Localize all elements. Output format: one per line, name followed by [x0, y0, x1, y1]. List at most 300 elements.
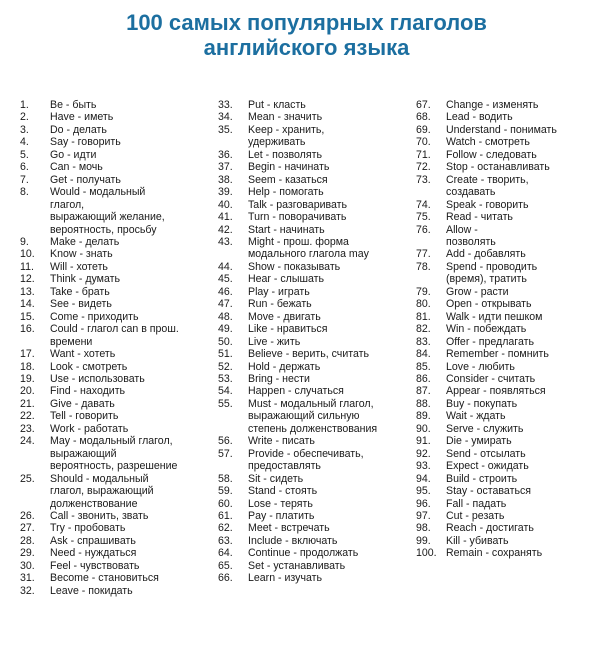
item-number: 64.	[218, 547, 233, 560]
list-item	[218, 236, 418, 261]
item-text: Live - жить	[248, 335, 301, 348]
list-item	[20, 99, 220, 111]
list-item	[416, 211, 611, 223]
list-item	[20, 161, 220, 173]
item-text: Help - помогать	[248, 186, 324, 199]
list-item	[218, 199, 418, 211]
item-number: 66.	[218, 572, 233, 585]
title-line-1: 100 самых популярных глаголов	[126, 10, 487, 35]
list-item	[416, 535, 611, 547]
item-number: 59.	[218, 485, 233, 498]
list-item	[416, 448, 611, 460]
list-item	[416, 136, 611, 148]
item-text: Change - изменять	[446, 99, 539, 111]
item-number: 25.	[20, 472, 35, 485]
item-number: 4.	[20, 136, 29, 149]
page-title	[0, 10, 613, 60]
item-number: 39.	[218, 186, 233, 199]
item-text: Follow - следовать	[446, 148, 537, 161]
item-number: 84.	[416, 348, 431, 361]
list-item	[218, 448, 418, 473]
item-text: May - модальный глагол, выражающий вероятность, разрешение	[50, 435, 178, 473]
list-item	[218, 261, 418, 273]
item-number: 88.	[416, 397, 431, 410]
list-item	[416, 336, 611, 348]
list-item	[218, 572, 418, 584]
item-number: 73.	[416, 173, 431, 186]
item-number: 29.	[20, 547, 35, 560]
item-number: 8.	[20, 186, 29, 199]
list-item	[218, 373, 418, 385]
list-item	[218, 398, 418, 435]
list-item	[20, 174, 220, 186]
list-item	[20, 124, 220, 136]
item-text: Provide - обеспечивать, предоставлять	[248, 447, 364, 473]
item-text: Let - позволять	[248, 148, 322, 161]
item-text: Call - звонить, звать	[50, 509, 149, 522]
list-item	[218, 99, 418, 111]
item-text: Watch - смотреть	[446, 136, 530, 149]
item-text: Leave - покидать	[50, 584, 133, 597]
item-number: 47.	[218, 298, 233, 311]
list-item	[20, 572, 220, 584]
list-item	[218, 498, 418, 510]
item-number: 86.	[416, 372, 431, 385]
list-item	[20, 535, 220, 547]
item-text: Should - модальный глагол, выражающий долженствование	[50, 472, 154, 510]
item-text: Meet - встречать	[248, 522, 330, 535]
item-number: 50.	[218, 335, 233, 348]
item-text: Take - брать	[50, 285, 110, 298]
item-text: Consider - считать	[446, 372, 536, 385]
item-number: 34.	[218, 111, 233, 124]
item-text: Stay - оставаться	[446, 485, 531, 498]
item-number: 98.	[416, 522, 431, 535]
title-line-2: английского языка	[203, 35, 410, 60]
item-text: Continue - продолжать	[248, 547, 359, 560]
list-item	[20, 136, 220, 148]
item-number: 32.	[20, 584, 35, 597]
item-number: 11.	[20, 260, 34, 273]
item-number: 77.	[416, 248, 431, 261]
item-text: Will - хотеть	[50, 260, 108, 273]
list-item	[218, 211, 418, 223]
list-item	[416, 460, 611, 472]
item-text: Add - добавлять	[446, 248, 526, 261]
item-text: Happen - случаться	[248, 385, 344, 398]
list-item	[416, 161, 611, 173]
item-number: 80.	[416, 298, 431, 311]
item-number: 91.	[416, 435, 431, 448]
list-item	[416, 373, 611, 385]
item-text: Cut - резать	[446, 509, 505, 522]
item-text: Fall - падать	[446, 497, 507, 510]
list-item	[416, 248, 611, 260]
list-item	[416, 398, 611, 410]
item-text: Start - начинать	[248, 223, 325, 236]
list-item	[416, 522, 611, 534]
item-number: 46.	[218, 285, 233, 298]
item-number: 9.	[20, 235, 29, 248]
item-text: Would - модальный глагол, выражающий желание, вероятность, просьбу	[50, 186, 165, 236]
item-text: Feel - чувствовать	[50, 559, 140, 572]
item-number: 14.	[20, 298, 35, 311]
item-number: 33.	[218, 99, 233, 111]
item-text: Become - становиться	[50, 572, 159, 585]
item-number: 27.	[20, 522, 35, 535]
item-text: Allow - позволять	[446, 223, 496, 248]
item-text: Find - находить	[50, 385, 126, 398]
list-item	[416, 111, 611, 123]
item-text: Lose - терять	[248, 497, 313, 510]
list-item	[20, 385, 220, 397]
list-item	[416, 261, 611, 286]
item-text: Work - работать	[50, 422, 129, 435]
item-number: 78.	[416, 260, 431, 273]
item-number: 31.	[20, 572, 35, 585]
item-text: Have - иметь	[50, 111, 114, 124]
item-text: Build - строить	[446, 472, 518, 485]
item-number: 90.	[416, 422, 431, 435]
list-item	[218, 311, 418, 323]
item-text: Pay - платить	[248, 509, 315, 522]
list-item	[218, 560, 418, 572]
list-item	[20, 286, 220, 298]
item-text: Want - хотеть	[50, 348, 116, 361]
item-number: 81.	[416, 310, 431, 323]
item-text: Could - глагол can в прош. времени	[50, 323, 179, 348]
list-item	[20, 435, 220, 472]
item-text: Like - нравиться	[248, 323, 328, 336]
list-item	[20, 410, 220, 422]
list-item	[218, 473, 418, 485]
item-text: Stop - останавливать	[446, 161, 550, 174]
item-text: Begin - начинать	[248, 161, 330, 174]
item-number: 6.	[20, 161, 29, 174]
item-number: 12.	[20, 273, 35, 286]
item-number: 67.	[416, 99, 431, 111]
item-number: 18.	[20, 360, 35, 373]
list-item	[218, 510, 418, 522]
list-item	[218, 111, 418, 123]
list-item	[218, 348, 418, 360]
item-text: Speak - говорить	[446, 198, 529, 211]
item-number: 63.	[218, 534, 233, 547]
list-item	[20, 510, 220, 522]
item-number: 28.	[20, 534, 35, 547]
item-number: 61.	[218, 509, 233, 522]
list-item	[218, 298, 418, 310]
list-item	[20, 149, 220, 161]
item-text: Lead - водить	[446, 111, 513, 124]
list-item	[416, 547, 611, 559]
list-item	[20, 361, 220, 373]
item-text: Walk - идти пешком	[446, 310, 543, 323]
list-item	[218, 485, 418, 497]
item-number: 70.	[416, 136, 431, 149]
item-number: 51.	[218, 348, 233, 361]
item-number: 2.	[20, 111, 29, 124]
item-number: 42.	[218, 223, 233, 236]
item-text: Make - делать	[50, 235, 120, 248]
item-number: 3.	[20, 123, 29, 136]
list-item	[20, 585, 220, 597]
item-text: Buy - покупать	[446, 397, 518, 410]
item-text: Believe - верить, считать	[248, 348, 370, 361]
item-text: Sit - сидеть	[248, 472, 304, 485]
item-number: 13.	[20, 285, 35, 298]
item-text: Ask - спрашивать	[50, 534, 136, 547]
item-number: 68.	[416, 111, 431, 124]
list-item	[218, 186, 418, 198]
item-number: 1.	[20, 99, 29, 111]
item-number: 20.	[20, 385, 35, 398]
item-number: 74.	[416, 198, 431, 211]
item-number: 52.	[218, 360, 233, 373]
item-number: 82.	[416, 323, 431, 336]
item-number: 99.	[416, 534, 431, 547]
item-text: Love - любить	[446, 360, 515, 373]
list-item	[218, 323, 418, 335]
item-number: 79.	[416, 285, 431, 298]
list-item	[20, 311, 220, 323]
list-item	[20, 273, 220, 285]
list-item	[20, 398, 220, 410]
item-number: 57.	[218, 447, 233, 460]
item-text: Play - играть	[248, 285, 310, 298]
list-item	[416, 199, 611, 211]
list-item	[20, 298, 220, 310]
list-item	[416, 149, 611, 161]
item-text: Serve - служить	[446, 422, 524, 435]
list-item	[416, 298, 611, 310]
item-text: Remember - помнить	[446, 348, 549, 361]
list-item	[218, 435, 418, 447]
item-number: 60.	[218, 497, 233, 510]
item-text: See - видеть	[50, 298, 112, 311]
item-number: 55.	[218, 397, 233, 410]
item-text: Run - бежать	[248, 298, 312, 311]
list-item	[20, 236, 220, 248]
item-number: 54.	[218, 385, 233, 398]
item-number: 71.	[416, 148, 431, 161]
item-number: 76.	[416, 223, 431, 236]
list-item	[218, 161, 418, 173]
item-number: 87.	[416, 385, 431, 398]
item-text: Hear - слышать	[248, 273, 324, 286]
list-item	[416, 323, 611, 335]
item-number: 38.	[218, 173, 233, 186]
item-text: Can - мочь	[50, 161, 103, 174]
list-item	[416, 311, 611, 323]
list-item	[218, 361, 418, 373]
list-item	[416, 423, 611, 435]
list-item	[20, 547, 220, 559]
item-text: Try - пробовать	[50, 522, 126, 535]
item-text: Expect - ожидать	[446, 460, 529, 473]
list-item	[416, 385, 611, 397]
item-text: Remain - сохранять	[446, 547, 543, 560]
item-number: 56.	[218, 435, 233, 448]
item-text: Say - говорить	[50, 136, 121, 149]
item-number: 95.	[416, 485, 431, 498]
item-number: 94.	[416, 472, 431, 485]
item-text: Look - смотреть	[50, 360, 128, 373]
item-text: Come - приходить	[50, 310, 139, 323]
item-text: Stand - стоять	[248, 485, 318, 498]
item-text: Send - отсылать	[446, 447, 526, 460]
item-number: 45.	[218, 273, 233, 286]
item-text: Show - показывать	[248, 260, 341, 273]
item-number: 10.	[20, 248, 35, 261]
item-number: 24.	[20, 435, 35, 448]
list-item	[218, 149, 418, 161]
list-item	[416, 410, 611, 422]
list-item	[416, 361, 611, 373]
list-item	[20, 522, 220, 534]
item-number: 89.	[416, 410, 431, 423]
item-number: 17.	[20, 348, 35, 361]
item-number: 5.	[20, 148, 29, 161]
item-number: 85.	[416, 360, 431, 373]
item-number: 15.	[20, 310, 35, 323]
item-number: 62.	[218, 522, 233, 535]
item-text: Set - устанавливать	[248, 559, 346, 572]
list-item	[20, 248, 220, 260]
list-item	[20, 473, 220, 510]
item-number: 49.	[218, 323, 233, 336]
item-number: 7.	[20, 173, 29, 186]
item-text: Win - побеждать	[446, 323, 527, 336]
item-text: Read - читать	[446, 211, 513, 224]
list-item	[218, 385, 418, 397]
item-text: Die - умирать	[446, 435, 512, 448]
list-item	[218, 286, 418, 298]
item-text: Go - идти	[50, 148, 97, 161]
list-item	[416, 286, 611, 298]
item-text: Keep - хранить, удерживать	[248, 123, 325, 149]
list-item	[416, 498, 611, 510]
item-text: Talk - разговаривать	[248, 198, 348, 211]
item-number: 48.	[218, 310, 233, 323]
list-item	[416, 99, 611, 111]
item-text: Give - давать	[50, 397, 115, 410]
item-text: Create - творить, создавать	[446, 173, 529, 199]
item-text: Put - класть	[248, 99, 306, 111]
item-text: Think - думать	[50, 273, 120, 286]
list-item	[20, 261, 220, 273]
list-item	[20, 373, 220, 385]
item-text: Tell - говорить	[50, 410, 119, 423]
item-text: Mean - значить	[248, 111, 323, 124]
list-item	[218, 336, 418, 348]
list-item	[20, 111, 220, 123]
item-text: Be - быть	[50, 99, 97, 111]
list-item	[20, 186, 220, 236]
verb-column-2	[218, 99, 418, 585]
item-number: 96.	[416, 497, 431, 510]
item-text: Use - использовать	[50, 372, 145, 385]
list-item	[416, 124, 611, 136]
list-item	[416, 473, 611, 485]
item-text: Learn - изучать	[248, 572, 323, 585]
list-item	[416, 174, 611, 199]
item-text: Reach - достигать	[446, 522, 534, 535]
item-number: 69.	[416, 123, 431, 136]
item-text: Appear - появляться	[446, 385, 546, 398]
item-text: Need - нуждаться	[50, 547, 137, 560]
verb-column-3	[416, 99, 611, 560]
list-item	[416, 224, 611, 249]
item-number: 97.	[416, 509, 431, 522]
item-number: 22.	[20, 410, 35, 423]
list-item	[20, 323, 220, 348]
list-item	[218, 273, 418, 285]
item-text: Move - двигать	[248, 310, 321, 323]
item-number: 53.	[218, 372, 233, 385]
list-item	[218, 124, 418, 149]
item-text: Must - модальный глагол, выражающий сильную степень долженствования	[248, 397, 378, 435]
item-number: 83.	[416, 335, 431, 348]
list-item	[218, 522, 418, 534]
item-text: Get - получать	[50, 173, 121, 186]
item-number: 30.	[20, 559, 35, 572]
list-item	[218, 224, 418, 236]
item-text: Spend - проводить (время), тратить	[446, 260, 538, 286]
verb-column-1	[20, 99, 220, 597]
item-number: 43.	[218, 235, 233, 248]
item-text: Include - включать	[248, 534, 338, 547]
item-number: 65.	[218, 559, 233, 572]
list-item	[416, 510, 611, 522]
item-number: 16.	[20, 323, 35, 336]
list-item	[416, 348, 611, 360]
item-number: 72.	[416, 161, 431, 174]
item-number: 100.	[416, 547, 437, 560]
item-number: 37.	[218, 161, 233, 174]
list-item	[218, 174, 418, 186]
item-number: 36.	[218, 148, 233, 161]
list-item	[218, 535, 418, 547]
item-text: Wait - ждать	[446, 410, 506, 423]
item-number: 93.	[416, 460, 431, 473]
item-text: Might - прош. форма модального глагола may	[248, 235, 369, 261]
item-text: Grow - расти	[446, 285, 509, 298]
list-item	[218, 547, 418, 559]
item-text: Bring - нести	[248, 372, 310, 385]
item-number: 35.	[218, 123, 233, 136]
item-number: 58.	[218, 472, 233, 485]
item-text: Understand - понимать	[446, 123, 557, 136]
list-item	[20, 423, 220, 435]
item-number: 40.	[218, 198, 233, 211]
item-number: 41.	[218, 211, 233, 224]
list-item	[20, 560, 220, 572]
item-text: Offer - предлагать	[446, 335, 534, 348]
item-number: 92.	[416, 447, 431, 460]
item-text: Do - делать	[50, 123, 107, 136]
item-number: 23.	[20, 422, 35, 435]
item-number: 26.	[20, 509, 35, 522]
item-text: Know - знать	[50, 248, 113, 261]
item-text: Seem - казаться	[248, 173, 328, 186]
item-text: Write - писать	[248, 435, 315, 448]
item-number: 75.	[416, 211, 431, 224]
list-item	[416, 435, 611, 447]
item-text: Open - открывать	[446, 298, 532, 311]
list-item	[416, 485, 611, 497]
list-item	[20, 348, 220, 360]
